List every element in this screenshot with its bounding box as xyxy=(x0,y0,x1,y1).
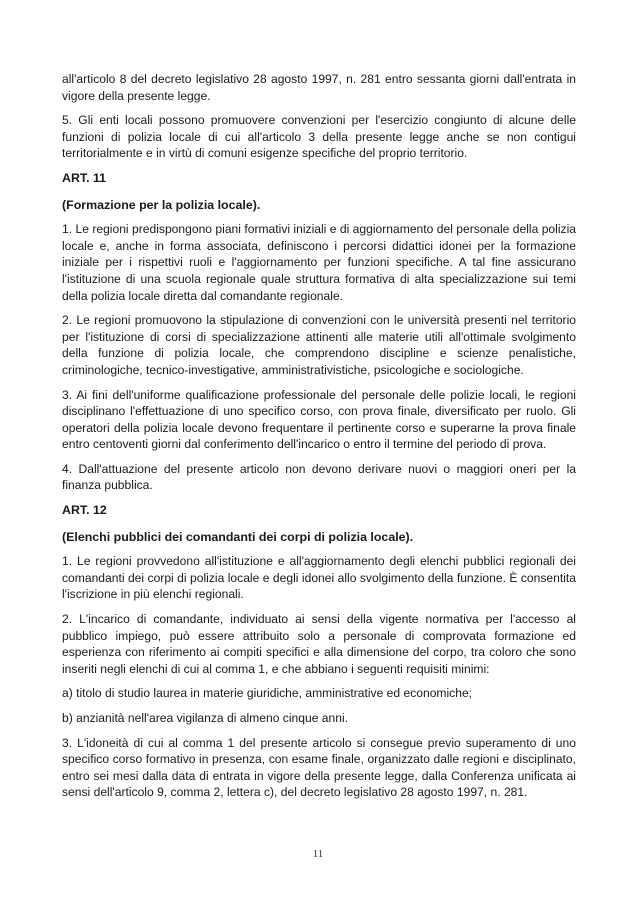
paragraph: 3. L'idoneità di cui al comma 1 del presente articolo si consegue previo superamento di uno specifico corso formativo in presenza, con esame finale, organizzato dalle regioni e disciplinato, entro sei mesi dalla data di entrata in vigore della presente legge, dalla Conferenza unificata ai sensi dell'articolo 9, comma 2, lettera c), del decreto legislativo 28 agosto 1997, n. 281. xyxy=(62,735,576,800)
article-heading: ART. 12 xyxy=(62,503,107,518)
paragraph: all'articolo 8 del decreto legislativo 28 agosto 1997, n. 281 entro sessanta giorni dall'entrata in vigore della presente legge. xyxy=(62,72,576,103)
article-heading: ART. 11 xyxy=(62,170,107,185)
paragraph: 3. Ai fini dell'uniforme qualificazione professionale del personale delle polizie locali, le regioni disciplinano l'effettuazione di uno specifico corso, con prova finale, diversificato per ruolo. Gli operatori della polizia locale devono frequentare il pertinente corso e superarne la prova finale entro centoventi giorni dal conferimento dell'incarico o entro il termine del periodo di prova. xyxy=(62,387,576,452)
paragraph: 1. Le regioni provvedono all'istituzione e all'aggiornamento degli elenchi pubblici regionali dei comandanti dei corpi di polizia locale e degli idonei allo svolgimento della funzione. È consentita l'iscrizione in più elenchi regionali. xyxy=(62,554,576,602)
paragraph: b) anzianità nell'area vigilanza di almeno cinque anni. xyxy=(62,711,349,725)
paragraph: 1. Le regioni predispongono piani formativi iniziali e di aggiornamento del personale della polizia locale e, anche in forma associata, definiscono i percorsi didattici idonei per la formazione iniziale per i rispettivi ruoli e l'aggiornamento per funzioni specifiche. A tal fine assicurano l'istituzione di una scuola regionale quale struttura formativa di alta specializzazione sui temi della polizia locale diretta dal comandante regionale. xyxy=(62,222,576,303)
paragraph: 2. Le regioni promuovono la stipulazione di convenzioni con le università presenti nel territorio per l'istituzione di corsi di specializzazione attinenti alle materie utili all'ottimale svolgimento della funzione di polizia locale, che comprendono discipline e scienze penalistiche, criminologiche, tecnico-investigative, amministrativistiche, psicologiche e sociologiche. xyxy=(62,313,576,377)
paragraph: a) titolo di studio laurea in materie giuridiche, amministrative ed economiche; xyxy=(62,686,473,701)
paragraph: 4. Dall'attuazione del presente articolo non devono derivare nuovi o maggiori oneri per la finanza pubblica. xyxy=(62,461,576,493)
paragraph: 5. Gli enti locali possono promuovere convenzioni per l'esercizio congiunto di alcune delle funzioni di polizia locale di cui all'articolo 3 della presente legge anche se non contigui territorialmente e in virtù di comuni esigenze specifiche del proprio territorio. xyxy=(62,113,576,161)
article-title: (Formazione per la polizia locale). xyxy=(62,197,261,212)
article-title: (Elenchi pubblici dei comandanti dei corpi di polizia locale). xyxy=(62,529,414,544)
document-body xyxy=(62,71,576,809)
paragraph: 2. L'incarico di comandante, individuato ai sensi della vigente normativa per l'accesso al pubblico impiego, può essere attribuito solo a personale di comprovata formazione ed esperienza con riferimento ai compiti specifici e alla dimensione del corpo, tra coloro che sono inseriti negli elenchi di cui al comma 1, e che abbiano i seguenti requisiti minimi: xyxy=(62,612,576,676)
page-number: 11 xyxy=(312,848,324,860)
